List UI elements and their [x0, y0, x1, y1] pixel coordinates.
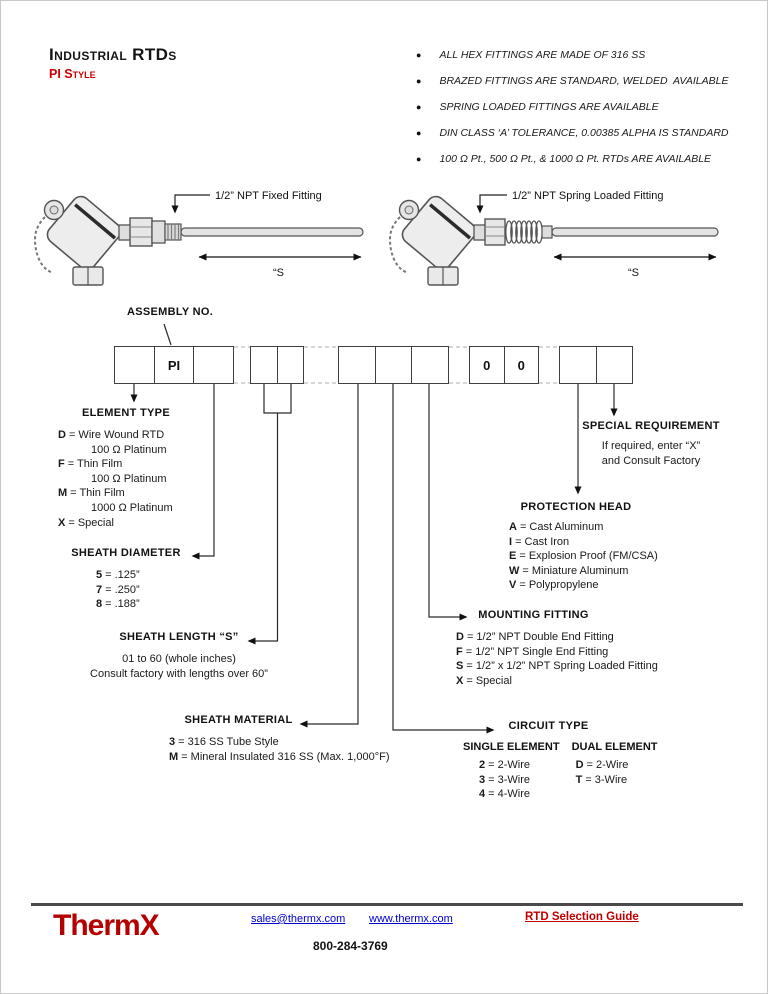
bullet-text: DIN CLASS ‘A’ TOLERANCE, 0.00385 ALPHA IS STANDARD [439, 127, 729, 139]
bullet-text: BRAZED FITTINGS ARE STANDARD, WELDED AVAILABLE [439, 75, 729, 87]
fitting-label: 1/2” NPT Fixed Fitting [215, 190, 322, 202]
single-element-column [463, 741, 560, 802]
section-circuit-type [451, 720, 658, 802]
assembly-box-group-2 [250, 346, 304, 384]
phone-number: 800-284-3769 [313, 939, 388, 953]
code-option: A = Cast Aluminum [509, 521, 604, 533]
code-option: 8 = .188” [96, 598, 140, 611]
section-note: If required, enter “X” [601, 440, 701, 452]
column-header: SINGLE ELEMENT [463, 741, 560, 753]
list-item [416, 49, 746, 62]
list-item [416, 101, 746, 114]
website-link[interactable]: www.thermx.com [369, 913, 453, 925]
bullet-text: SPRING LOADED FITTINGS ARE AVAILABLE [439, 101, 659, 113]
spring-loaded-fitting [474, 219, 552, 245]
assembly-cell [339, 347, 375, 383]
footer-divider [31, 903, 743, 906]
bullet-icon: ● [416, 50, 422, 60]
code-option-detail: 100 Ω Platinum [91, 443, 167, 456]
bullet-icon: ● [416, 102, 422, 112]
assembly-cell [193, 347, 233, 383]
code-option: W = Miniature Aluminum [509, 564, 629, 577]
assembly-cell [115, 347, 154, 383]
connection-head [35, 193, 124, 285]
section-title: MOUNTING FITTING [478, 609, 589, 621]
rtd-probe-spring-loaded-figure [382, 183, 732, 298]
arrow-sheath-length [249, 384, 291, 641]
bullet-text: ALL HEX FITTINGS ARE MADE OF 316 SS [439, 49, 646, 61]
section-title: SHEATH DIAMETER [71, 547, 181, 559]
label-leader-arrow [175, 195, 210, 212]
assembly-box-group-3 [338, 346, 449, 384]
page-title: Industrial RTDs [49, 45, 177, 64]
assembly-cell [277, 347, 304, 383]
code-option: T = 3-Wire [575, 773, 628, 786]
section-sheath-length [59, 631, 299, 682]
label-leader-arrow [480, 195, 507, 212]
list-item [416, 153, 746, 166]
code-option: D = Wire Wound RTD [58, 429, 165, 441]
code-option: F = 1/2” NPT Single End Fitting [456, 645, 609, 658]
feature-bullet-list [416, 49, 746, 179]
code-option: M = Thin Film [58, 487, 125, 500]
assembly-cell [596, 347, 633, 383]
code-option-detail: 1000 Ω Platinum [91, 501, 173, 514]
connection-head [390, 193, 479, 285]
bullet-icon: ● [416, 128, 422, 138]
assembly-cell [251, 347, 277, 383]
section-title: SHEATH LENGTH “S” [119, 631, 239, 643]
code-option: X = Special [456, 674, 512, 687]
section-sheath-diameter [46, 547, 206, 612]
assembly-box-group-1 [114, 346, 234, 384]
assembly-cell-zero: 0 [483, 357, 491, 373]
code-option: F = Thin Film [58, 458, 123, 471]
bullet-text: 100 Ω Pt., 500 Ω Pt., & 1000 Ω Pt. RTDs ARE AVAILABLE [439, 153, 712, 165]
section-note: Consult factory with lengths over 60” [90, 668, 268, 680]
probe-sheath [552, 228, 718, 236]
assembly-box-group-5 [559, 346, 633, 384]
section-title: CIRCUIT TYPE [508, 720, 589, 732]
assembly-cell-pi: PI [154, 347, 194, 383]
cap-chain [390, 217, 408, 273]
code-option: S = 1/2” x 1/2” NPT Spring Loaded Fitting [456, 660, 658, 673]
code-option: 2 = 2-Wire [479, 759, 530, 771]
assembly-cell [560, 347, 596, 383]
fitting-label: 1/2” NPT Spring Loaded Fitting [512, 190, 664, 202]
assembly-cell-zero: 0 [504, 347, 539, 383]
code-option: X = Special [58, 516, 114, 529]
code-option-detail: 100 Ω Platinum [91, 472, 167, 485]
code-option: 7 = .250” [96, 583, 140, 596]
rtd-probe-fixed-fitting-figure [27, 183, 377, 298]
assembly-cell [411, 347, 448, 383]
bullet-icon: ● [416, 76, 422, 86]
list-item [416, 75, 746, 88]
code-option: 3 = 3-Wire [479, 773, 530, 786]
code-option: D = 1/2” NPT Double End Fitting [456, 631, 614, 643]
dimension-label: “S [273, 267, 284, 279]
code-option: 5 = .125” [96, 569, 140, 581]
column-header: DUAL ELEMENT [571, 741, 658, 753]
arrow-sheath-material [301, 384, 358, 724]
code-option: 4 = 4-Wire [479, 788, 530, 801]
arrow-mounting-fitting [429, 384, 466, 617]
section-title: SHEATH MATERIAL [184, 714, 293, 726]
code-option: M = Mineral Insulated 316 SS (Max. 1,000°F) [169, 750, 390, 763]
email-link[interactable]: sales@thermx.com [251, 913, 346, 925]
dual-element-column [572, 741, 658, 802]
assembly-cell [375, 347, 412, 383]
assembly-no-leader [164, 324, 171, 345]
code-option: I = Cast Iron [509, 535, 570, 548]
dimension-label: “S [628, 267, 639, 279]
cap-chain [35, 217, 53, 273]
section-note: 01 to 60 (whole inches) [122, 653, 236, 665]
list-item [416, 127, 746, 140]
rtd-selection-guide-link[interactable]: RTD Selection Guide [525, 911, 639, 923]
section-sheath-material [121, 714, 390, 764]
bullet-icon: ● [416, 154, 422, 164]
section-protection-head [496, 501, 656, 593]
section-title: PROTECTION HEAD [520, 501, 632, 513]
assembly-box-group-4 [469, 346, 539, 384]
section-title: ELEMENT TYPE [82, 407, 170, 419]
page-subtitle: PI Style [49, 67, 96, 81]
code-option: D = 2-Wire [575, 759, 629, 771]
fixed-fitting [119, 218, 181, 246]
code-option: E = Explosion Proof (FM/CSA) [509, 550, 658, 563]
section-title: SPECIAL REQUIREMENT [582, 420, 720, 432]
assembly-no-label: ASSEMBLY NO. [127, 306, 214, 318]
section-element-type [46, 407, 206, 530]
thermx-logo: ThermX [53, 909, 159, 942]
section-mounting-fitting [446, 609, 658, 688]
section-note: and Consult Factory [601, 455, 701, 467]
section-special-requirement [571, 420, 731, 469]
code-option: 3 = 316 SS Tube Style [169, 736, 279, 748]
spring-coil [506, 221, 542, 243]
code-option: V = Polypropylene [509, 579, 599, 592]
probe-sheath [181, 228, 363, 236]
